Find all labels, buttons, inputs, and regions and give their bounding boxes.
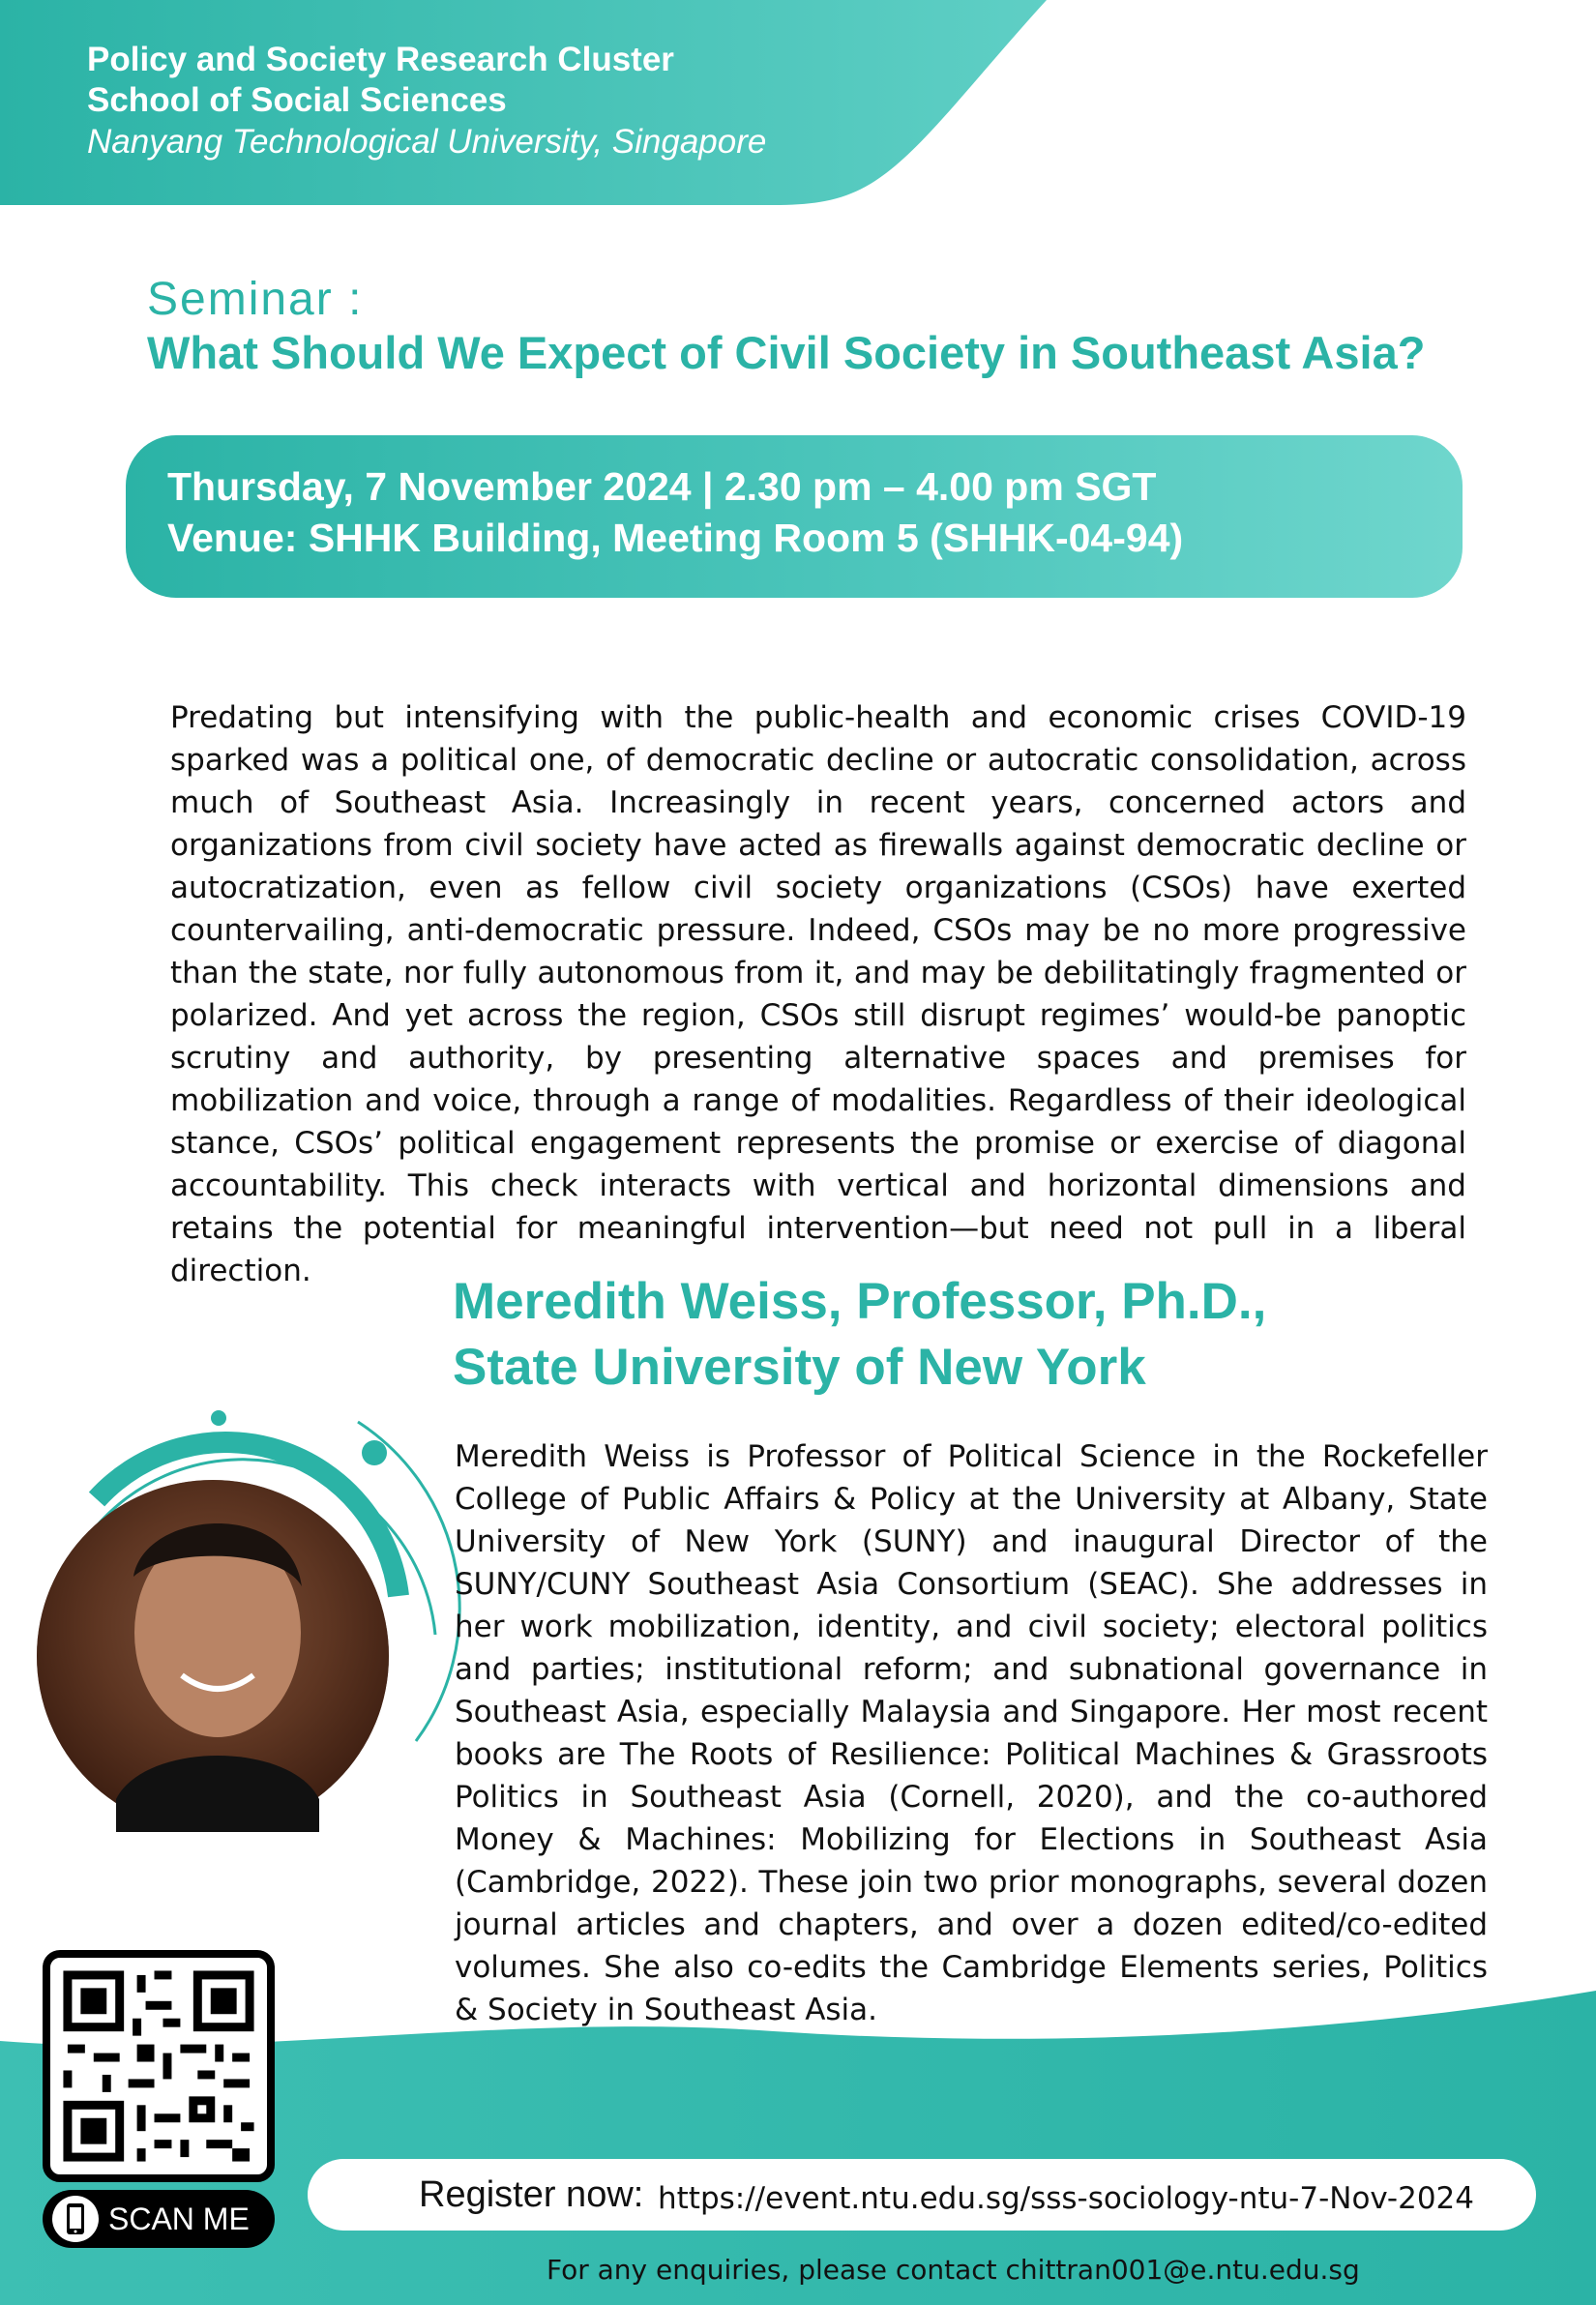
header-university: Nanyang Technological University, Singapore bbox=[87, 123, 767, 161]
speaker-photo-frame bbox=[19, 1393, 464, 1857]
decor-dot-small bbox=[211, 1410, 226, 1426]
speaker-name-line1: Meredith Weiss, Professor, Ph.D., bbox=[453, 1273, 1267, 1330]
register-label: Register now: bbox=[419, 2174, 644, 2215]
header-cluster: Policy and Society Research Cluster bbox=[87, 41, 674, 78]
header-school: School of Social Sciences bbox=[87, 81, 507, 119]
phone-icon bbox=[50, 2194, 101, 2244]
event-datetime: Thursday, 7 November 2024 | 2.30 pm – 4.00 pm SGT bbox=[167, 464, 1157, 509]
event-venue: Venue: SHHK Building, Meeting Room 5 (SHHK-04-94) bbox=[167, 516, 1184, 560]
seminar-abstract: Predating but intensifying with the public-health and economic crises COVID-19 sparked was a political one, of democratic decline or autocratic consolidation, across much of Southeast Asia. Increasingly in recent years, concerned actors and organizations from civil society have acted as firewalls against democratic decline or autocratization, even as fellow civil society organizations (CSOs) have exerted countervailing, anti-democratic pressure. Indeed, CSOs may be no more progressive than the state, nor fully autonomous from it, and may be debilitatingly fragmented or polarized. And yet across the region, CSOs still disrupt regimes’ would-be panoptic scrutiny and authority, by presenting alternative spaces and premises for mobilization and voice, through a range of modalities. Regardless of their ideological stance, CSOs’ political engagement represents the promise or exercise of diagonal accountability. This check interacts with vertical and horizontal dimensions and retains the potential for meaningful intervention—but need not pull in a liberal direction. bbox=[170, 700, 1466, 1288]
register-link[interactable]: https://event.ntu.edu.sg/sss-sociology-ntu-7-Nov-2024 bbox=[658, 2181, 1475, 2216]
seminar-label: Seminar : bbox=[147, 274, 364, 325]
speaker-bio: Meredith Weiss is Professor of Political Science in the Rockefeller College of Public Affairs & Policy at the University at Albany, State University of New York (SUNY) and inaugural Director of the SUNY/CUNY Southeast Asia Consortium (SEAC). She addresses in her work mobilization, identity, and civil society; electoral politics and parties; institutional reform; and subnational governance in Southeast Asia, especially Malaysia and Singapore. Her most recent books are The Roots of Resilience: Political Machines & Grassroots Politics in Southeast Asia (Cornell, 2020), and the co-authored Money & Machines: Mobilizing for Elections in Southeast Asia (Cambridge, 2022). These join two prior monographs, several dozen journal articles and chapters, and over a dozen edited/co-edited volumes. She also co-edits the Cambridge Elements series, Politics & Society in Southeast Asia. bbox=[455, 1439, 1488, 2027]
seminar-title: What Should We Expect of Civil Society in Southeast Asia? bbox=[147, 327, 1426, 378]
contact-info: For any enquiries, please contact chittran001@e.ntu.edu.sg bbox=[547, 2254, 1360, 2286]
speaker-affiliation: State University of New York bbox=[453, 1339, 1146, 1396]
speaker-name bbox=[453, 1269, 1266, 1401]
decor-dot-large bbox=[362, 1440, 387, 1465]
qr-code[interactable] bbox=[43, 1950, 275, 2182]
scan-me-label: SCAN ME bbox=[108, 2202, 250, 2236]
